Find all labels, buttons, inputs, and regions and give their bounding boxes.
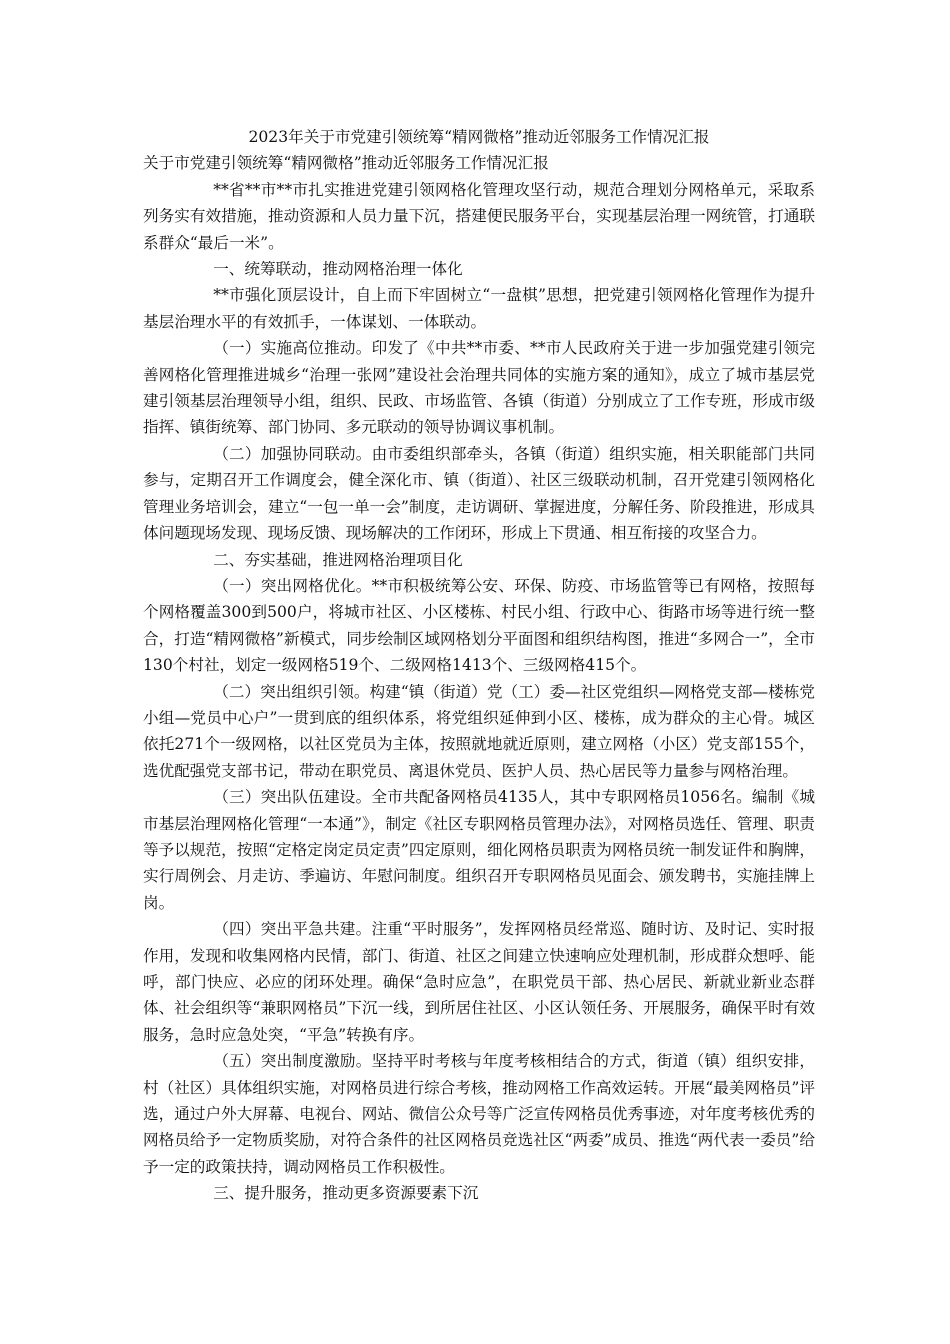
paragraph-2-4: （四）突出平急共建。注重“平时服务”，发挥网格员经常巡、随时访、及时记、实时报作用，发现和收集网格内民情，部门、街道、社区之间建立快速响应处理机制，形成群众想呼、能呼，部门快应、必应的闭环处理。确保“急时应急”，在职党员干部、热心居民、新就业新业态群体、社会组织等“兼职网格员”下沉一线，到所居住社区、小区认领任务、开展服务，确保平时有效服务，急时应急处突，“平急”转换有序。 xyxy=(143,920,815,1044)
document-title: 2023年关于市党建引领统筹“精网微格”推动近邻服务工作情况汇报 xyxy=(248,128,710,146)
paragraph-2-2: （二）突出组织引领。构建“镇（街道）党（工）委—社区党组织—网格党支部—楼栋党小组—党员中心户”一贯到底的组织体系，将党组织延伸到小区、楼栋，成为群众的主心骨。城区依托271个一级网格，以社区党员为主体，按照就地就近原则，建立网格（小区）党支部155个，选优配强党支部书记，带动在职党员、离退休党员、医护人员、热心居民等力量参与网格治理。 xyxy=(143,682,815,780)
section-heading-2: 二、夯实基础，推进网格治理项目化 xyxy=(213,550,463,569)
paragraph-2-1: （一）突出网格优化。**市积极统筹公安、环保、防疫、市场监管等已有网格，按照每个网格覆盖300到500户，将城市社区、小区楼栋、村民小组、行政中心、街路市场等进行统一整合，打造“精网微格”新模式，同步绘制区域网格划分平面图和组织结构图，推进“多网合一”，全市130个村社，划定一级网格519个、二级网格1413个、三级网格415个。 xyxy=(143,576,815,675)
paragraph-2-5: （五）突出制度激励。坚持平时考核与年度考核相结合的方式，街道（镇）组织安排，村（社区）具体组织实施，对网格员进行综合考核，推动网格工作高效运转。开展“最美网格员”评选，通过户外大屏幕、电视台、网站、微信公众号等广泛宣传网格员优秀事迹，对年度考核优秀的网格员给予一定物质奖励，对符合条件的社区网格员竞选社区“两委”成员、推选“两代表一委员”给予一定的政策扶持，调动网格员工作积极性。 xyxy=(143,1052,815,1176)
paragraph-1-1: （一）实施高位推动。印发了《中共**市委、**市人民政府关于进一步加强党建引领完善网格化管理推进城乡“治理一张网”建设社会治理共同体的实施方案的通知》，成立了城市基层党建引领基层治理领导小组，组织、民政、市场监管、各镇（街道）分别成立了工作专班，形成市级指挥、镇街统筹、部门协同、多元联动的领导协调议事机制。 xyxy=(143,339,815,437)
section-heading-3: 三、提升服务，推动更多资源要素下沉 xyxy=(213,1184,479,1203)
paragraph-2-3: （三）突出队伍建设。全市共配备网格员4135人，其中专职网格员1056名。编制《城市基层治理网格化管理“一本通”》，制定《社区专职网格员管理办法》，对网格员选任、管理、职责等予以规范，按照“定格定岗定员定责”四定原则，细化网格员职责为网格员统一制发证件和胸牌，实行周例会、月走访、季遍访、年慰问制度。组织召开专职网格员见面会、颁发聘书，实施挂牌上岗。 xyxy=(143,788,815,912)
document-subtitle: 关于市党建引领统筹“精网微格”推动近邻服务工作情况汇报 xyxy=(143,154,549,173)
paragraph-intro: **省**市**市扎实推进党建引领网格化管理攻坚行动，规范合理划分网格单元，采取系列务实有效措施，推动资源和人员力量下沉，搭建便民服务平台，实现基层治理一网统管，打通联系群众“最后一米”。 xyxy=(143,180,815,252)
section-heading-1: 一、统筹联动，推动网格治理一体化 xyxy=(213,260,463,279)
paragraph-1: **市强化顶层设计，自上而下牢固树立“一盘棋”思想，把党建引领网格化管理作为提升基层治理水平的有效抓手，一体谋划、一体联动。 xyxy=(143,286,815,331)
paragraph-1-2: （二）加强协同联动。由市委组织部牵头，各镇（街道）组织实施，相关职能部门共同参与，定期召开工作调度会，健全深化市、镇（街道）、社区三级联动机制，召开党建引领网格化管理业务培训会，建立“一包一单一会”制度，走访调研、掌握进度，分解任务、阶段推进，形成具体问题现场发现、现场反馈、现场解决的工作闭环，形成上下贯通、相互衔接的攻坚合力。 xyxy=(143,444,815,543)
document-body xyxy=(143,124,815,1207)
